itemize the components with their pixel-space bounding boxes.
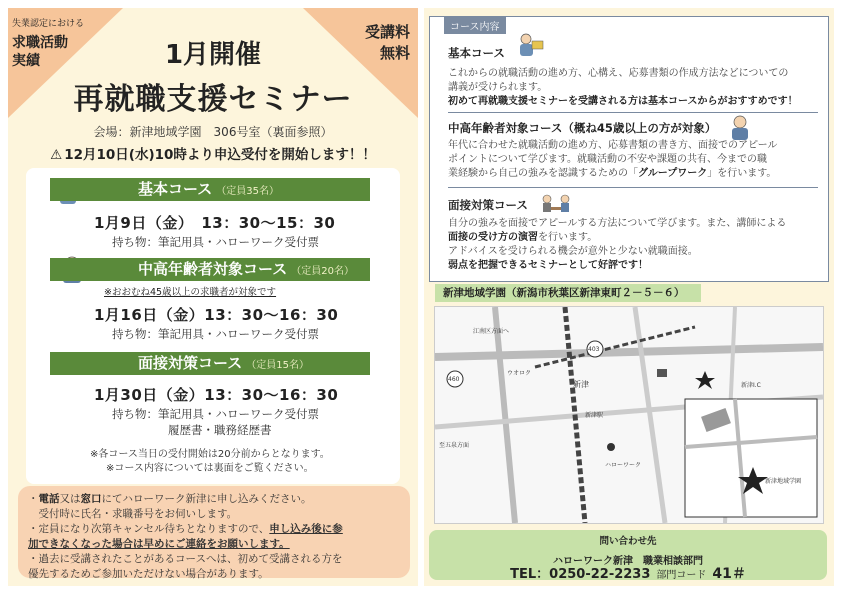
route-403: 403 xyxy=(588,346,600,353)
course-content-box xyxy=(429,16,829,282)
map-label-hellowork: ハローワーク xyxy=(605,462,642,469)
course-bar-middle-aged xyxy=(50,258,370,281)
course-capacity: （定員20名） xyxy=(291,266,354,277)
map-label-station: 新津駅 xyxy=(585,412,604,419)
course-items: 持ち物：筆記用具・ハローワーク受付票 xyxy=(112,327,319,341)
contact-box xyxy=(429,530,827,580)
map-label-niitsu: 新津 xyxy=(573,380,589,389)
info-line: 優先するためご参加いただけない場合があります。 xyxy=(28,568,269,580)
info-line: 加できなくなった場合は早めにご連絡をお願いします。 xyxy=(28,538,290,550)
info-line: ・過去に受講されたことがあるコースへは、初めて受講される方を xyxy=(28,553,343,565)
course-capacity: （定員15名） xyxy=(246,360,309,371)
interview-icon xyxy=(540,189,572,217)
course-content-tab: コース内容 xyxy=(444,17,506,34)
contact-phone: TEL：0250-22-2233 部門コード 41＃ xyxy=(510,566,746,582)
course-items: 持ち物：筆記用具・ハローワーク受付票 xyxy=(112,235,319,249)
notice-text: 12月10日(水)10時より申込受付を開始します！！ xyxy=(64,147,376,163)
section-divider xyxy=(448,187,818,188)
course-name: 面接対策コース xyxy=(138,354,243,372)
section-divider xyxy=(448,112,818,113)
department-code: 41＃ xyxy=(712,566,746,582)
phone-number[interactable]: 0250-22-2233 xyxy=(549,567,651,582)
info-line: ・電話又は窓口にてハローワーク新津に申し込みください。 xyxy=(28,493,312,505)
free-tuition-label: 受講料 無料 xyxy=(364,23,410,62)
course-datetime: 1月16日（金）13：30〜16：30 xyxy=(94,306,339,324)
contact-org: ハローワーク新津 職業相談部門 xyxy=(553,556,703,567)
job-search-record-label: 求職活動 実績 xyxy=(12,35,68,69)
course-bar-basic xyxy=(50,178,370,201)
course-bar-interview xyxy=(50,352,370,375)
info-line: ・定員になり次第キャンセル待ちとなりますので、申し込み後に参 xyxy=(28,523,343,535)
application-notice xyxy=(8,143,418,163)
map-drawing xyxy=(435,307,823,523)
page-title: 再就職支援セミナー xyxy=(73,82,353,117)
map-label-gosen: 至五泉方面 xyxy=(439,442,470,449)
map-label-venue: 新津地域学園 xyxy=(765,478,802,485)
access-map xyxy=(434,306,824,524)
section-title: 基本コース xyxy=(448,46,505,60)
course-datetime: 1月30日（金）13：30〜16：30 xyxy=(94,386,339,404)
section-body: これからの就職活動の進め方、心構え、応募書類の作成方法などについての 講義が受けられます。 初めて再就職支援セミナーを受講される方は基本コースからがおすすめです！ xyxy=(448,68,798,107)
venue-text: 会場：新津地域学園 306号室（裏面参照） xyxy=(93,125,333,139)
corner-left-caption: 失業認定における xyxy=(12,19,85,29)
course-capacity: （定員35名） xyxy=(216,186,279,197)
course-list xyxy=(26,168,400,484)
seminar-flyer-back xyxy=(424,8,834,586)
route-460: 460 xyxy=(448,376,460,383)
contact-title: 問い合わせ先 xyxy=(599,536,657,547)
info-line: 受付時に氏名・求職番号をお伺いします。 xyxy=(28,508,238,520)
map-label-ic: 新津I.C xyxy=(741,382,761,389)
course-datetime: 1月9日（金） 13：30〜15：30 xyxy=(94,214,336,232)
senior-person-icon xyxy=(724,113,756,141)
application-info-box xyxy=(18,486,410,578)
section-body: 年代に合わせた就職活動の進め方、応募書類の書き方、面接でのアピール ポイントについて学びます。就職活動の不安や課題の共有、今までの職 業経験から自己の強みを認識するための「グループワーク」を行います。 xyxy=(448,140,778,179)
footnote: ※各コース当日の受付開始は20分前からとなります。 xyxy=(90,449,330,460)
course-name: 中高年齢者対象コース xyxy=(138,260,288,278)
course-name: 基本コース xyxy=(138,180,213,198)
title-month: 1月開催 xyxy=(164,40,262,70)
section-body: 自分の強みを面接でアピールする方法について学びます。また、講師による 面接の受け方の演習を行います。 アドバイスを受けられる機会が意外と少ない就職面接。 弱点を把握できるセミナーとして好評です！ xyxy=(448,218,787,271)
footnote: ※コース内容については裏面をご覧ください。 xyxy=(106,463,314,474)
map-label-uoroku: ウオロク xyxy=(507,370,532,377)
course-target-note: ※おおむね45歳以上の求職者が対象です xyxy=(104,287,277,298)
course-items: 持ち物：筆記用具・ハローワーク受付票 xyxy=(112,407,319,421)
warning-icon: ⚠ xyxy=(50,147,63,163)
seminar-flyer-front xyxy=(8,8,418,586)
person-reading-icon xyxy=(514,31,546,59)
map-label-konan: 江南区方面へ xyxy=(473,328,510,335)
section-title: 中高年齢者対象コース（概ね45歳以上の方が対象） xyxy=(448,121,717,135)
course-items-2: 履歴書・職務経歴書 xyxy=(168,423,272,437)
section-title: 面接対策コース xyxy=(448,198,528,212)
venue-address-label: 新津地域学園（新潟市秋葉区新津東町２－５－６） xyxy=(435,284,701,302)
